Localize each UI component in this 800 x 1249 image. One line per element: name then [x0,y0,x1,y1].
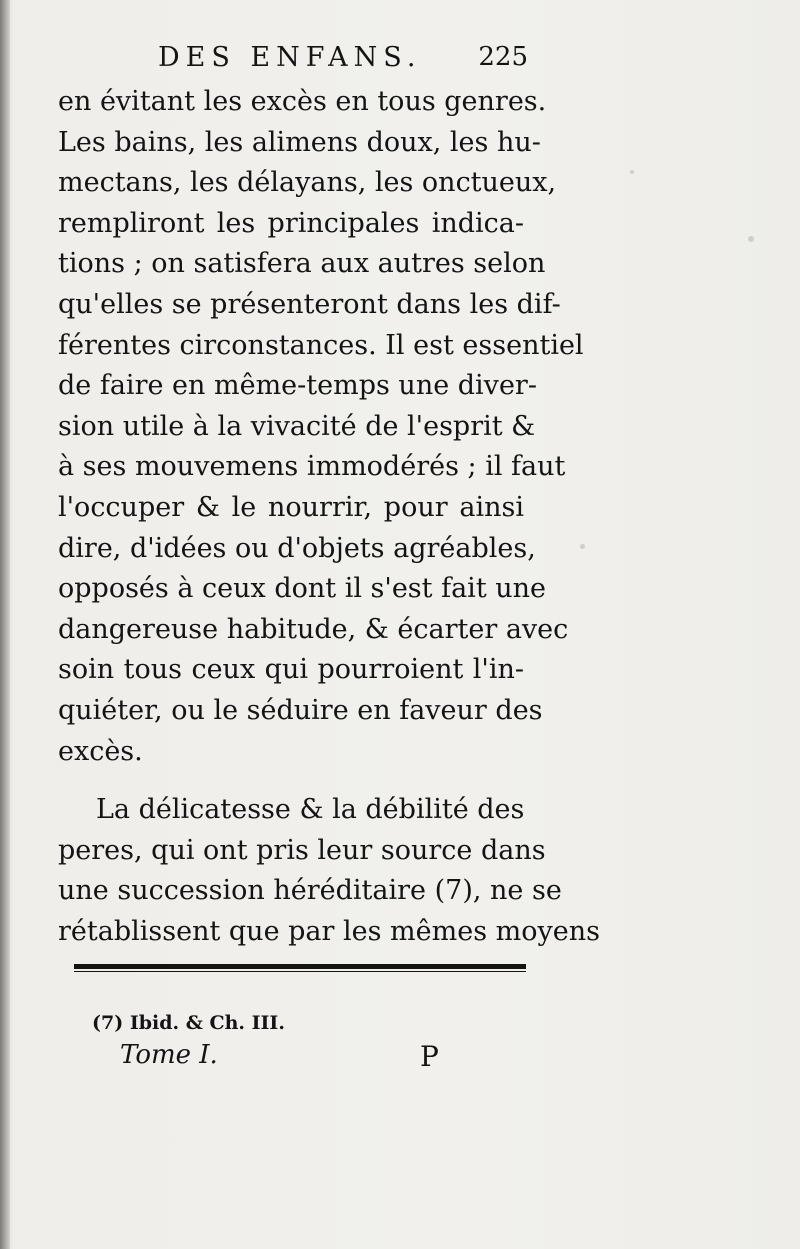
text-line: rempliront les principales indica- [58,207,524,239]
text-line: rétablissent que par les mêmes moyens [58,915,600,947]
text-line: mectans, les délayans, les onctueux, [58,167,557,199]
text-line: excès. [58,735,143,767]
text-line: sion utile à la vivacité de l'esprit & [58,410,536,442]
paper-speck [748,236,754,242]
footnote-rule [74,964,526,969]
paper-speck [580,544,585,549]
text-line: peres, qui ont pris leur source dans [58,834,546,866]
text-line: tions ; on satisfera aux autres selon [58,248,546,280]
footnote-rule-thin [74,971,526,972]
text-line: à ses mouvemens immodérés ; il faut [58,451,566,483]
text-line: soin tous ceux qui pourroient l'in- [58,654,524,686]
page-gutter-shadow [0,0,10,1249]
text-line: Les bains, les alimens doux, les hu- [58,126,541,158]
text-line: dire, d'idées ou d'objets agréables, [58,532,536,564]
page-number: 225 [478,42,528,72]
paper-speck [630,170,634,174]
text-line: opposés à ceux dont il s'est fait une [58,573,547,605]
paragraph-gap [58,772,524,790]
page-header [158,42,528,82]
text-line: qu'elles se présenteront dans les dif- [58,288,561,320]
text-line: dangereuse habitude, & écarter avec [58,613,569,645]
running-title: DES ENFANS. [158,42,422,73]
text-line: une succession héréditaire (7), ne se [58,875,562,907]
footnote: (7) Ibid. & Ch. III. [92,1012,285,1034]
text-line: l'occuper & le nourrir, pour ainsi [58,491,524,523]
text-line: en évitant les excès en tous genres. [58,86,547,117]
text-line: quiéter, ou le séduire en faveur des [58,694,543,726]
text-line: férentes circonstances. Il est essentiel [58,329,584,361]
text-line: de faire en même-temps une diver- [58,370,537,402]
text-line: La délicatesse & la débilité des [96,794,525,826]
signature-mark: P [420,1040,439,1073]
volume-signature: Tome I. [120,1040,218,1070]
main-text [58,82,600,952]
